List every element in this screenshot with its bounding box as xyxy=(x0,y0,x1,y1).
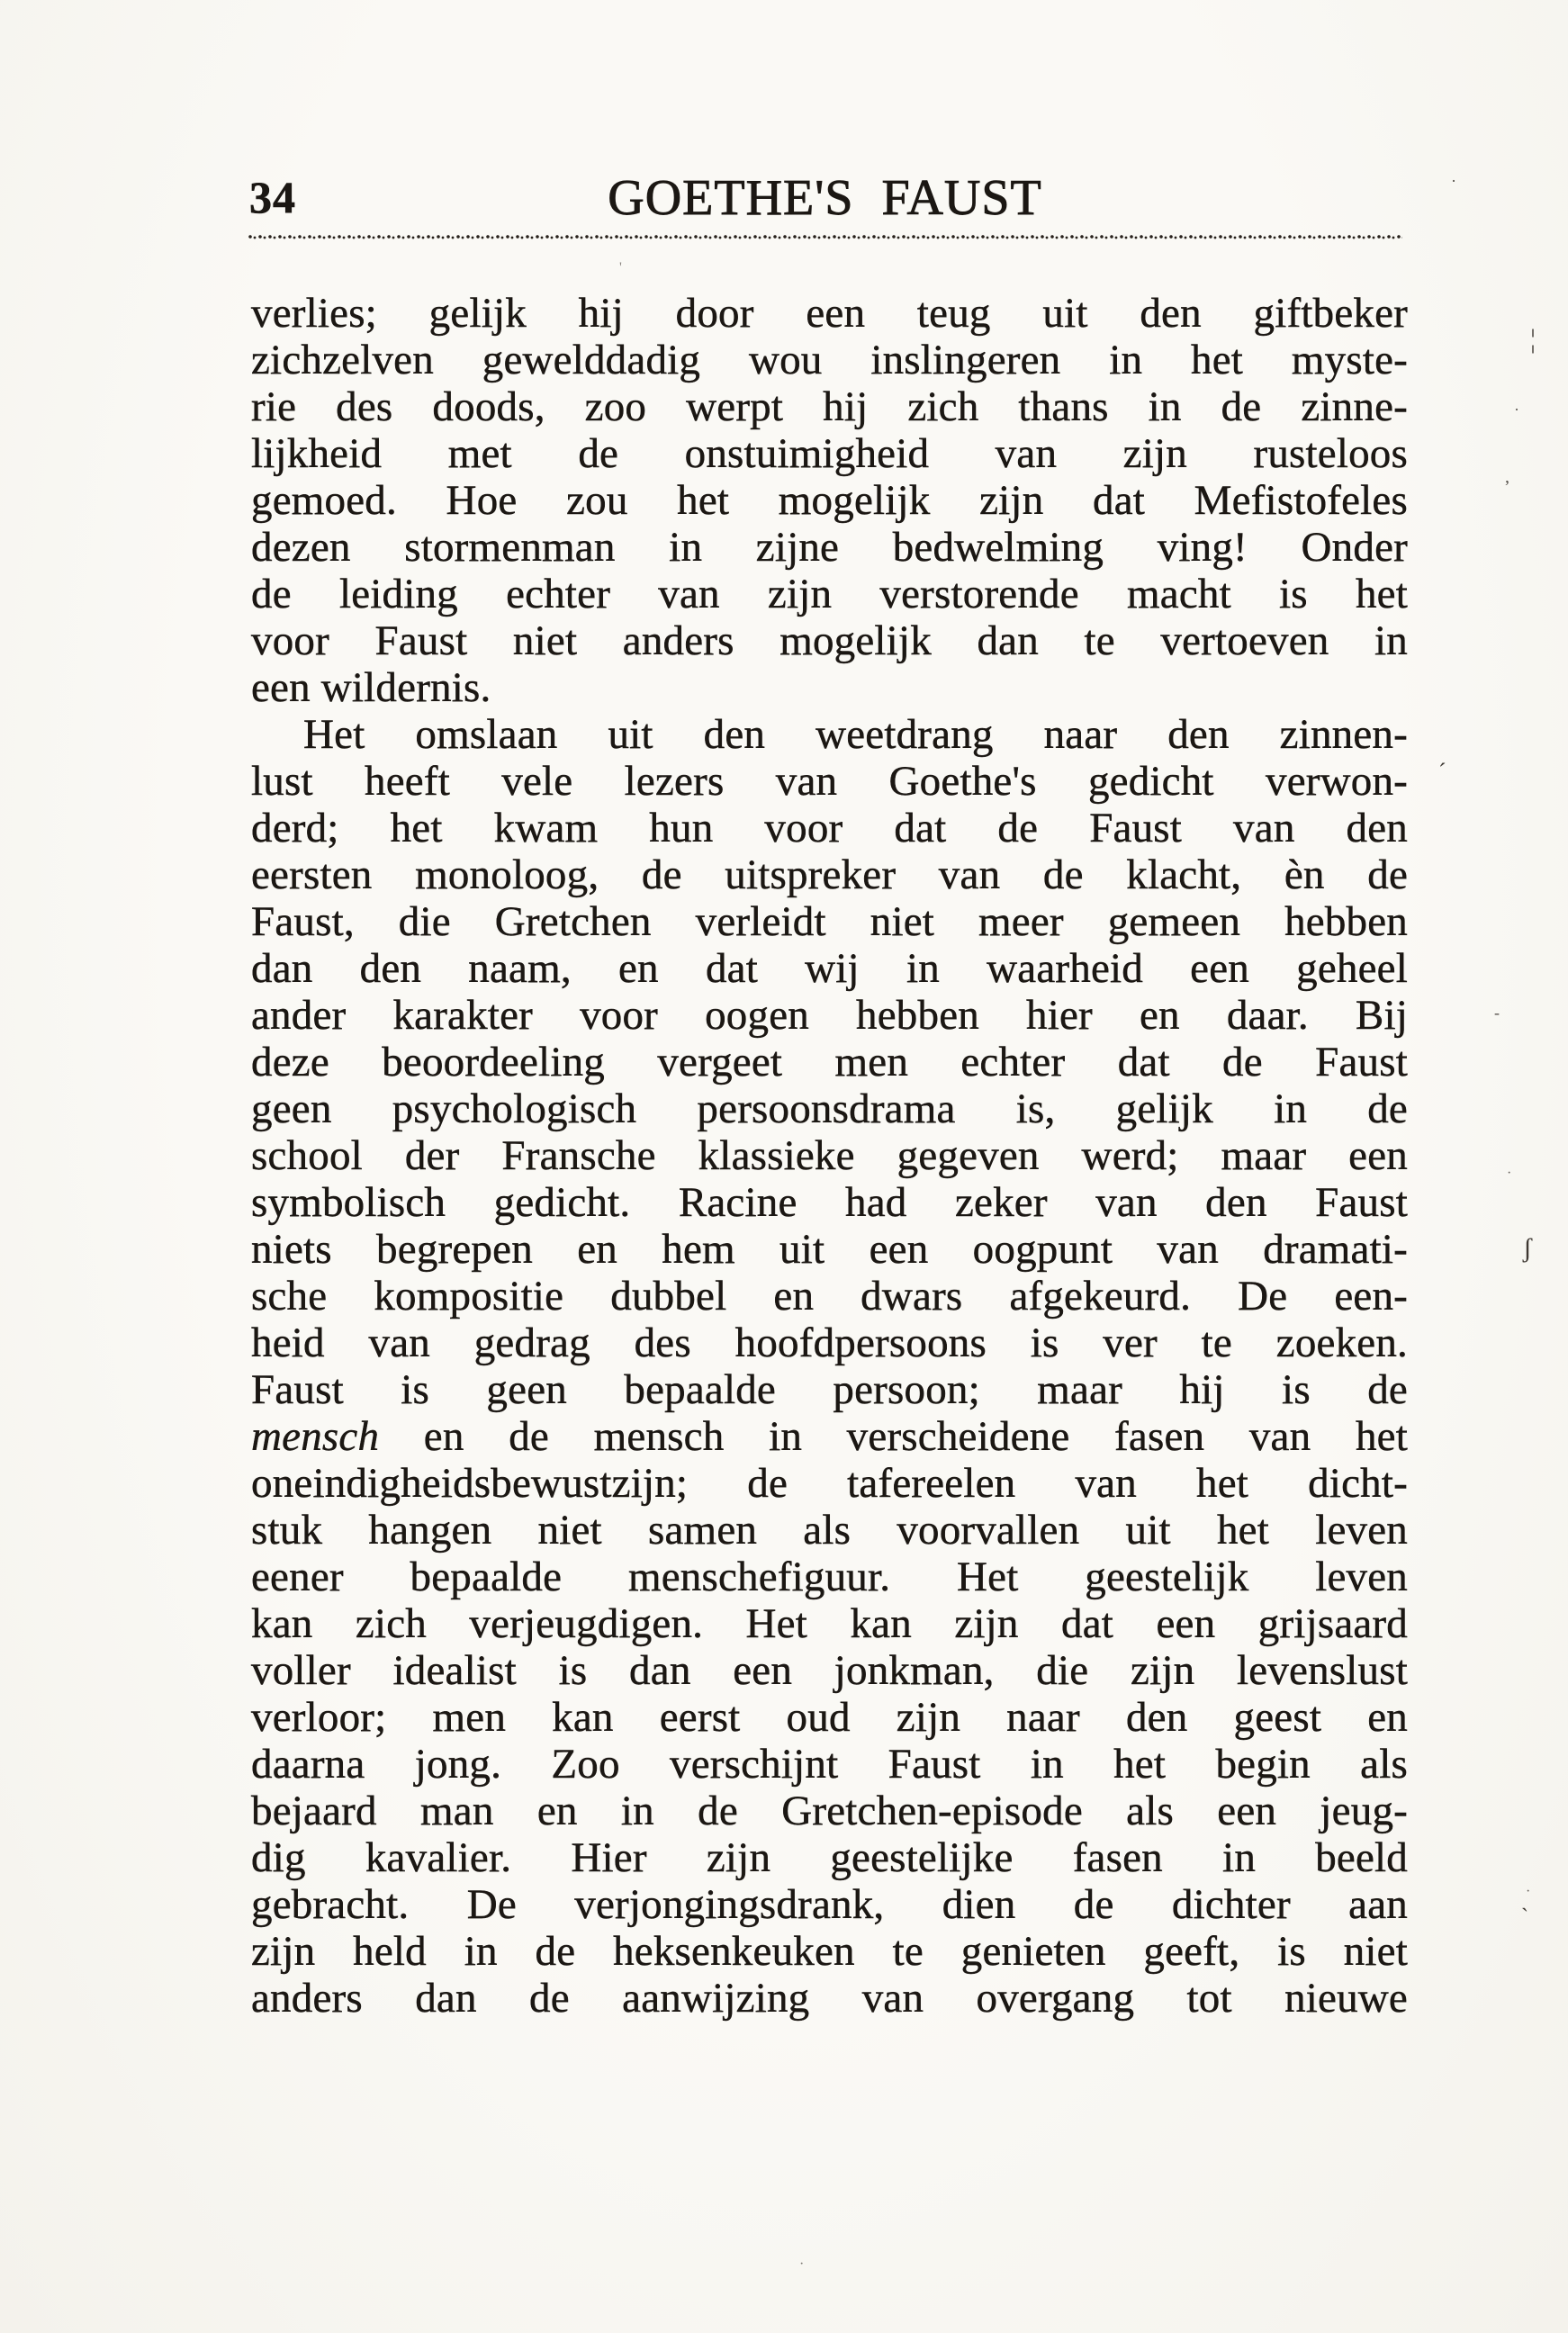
text-segment: deze beoordeeling vergeet men echter dat de Faust xyxy=(251,1039,1408,1085)
text-line xyxy=(251,617,1408,664)
text-line xyxy=(251,1226,1408,1273)
text-segment: voor Faust niet anders mogelijk dan te vertoeven in xyxy=(251,617,1408,664)
text-segment: Faust, die Gretchen verleidt niet meer gemeen hebben xyxy=(251,898,1408,945)
scan-artifact: · xyxy=(1526,1884,1531,1899)
text-segment: gebracht. De verjongingsdrank, dien de dichter aan xyxy=(251,1881,1408,1928)
text-segment: dan den naam, en dat wij in waarheid een geheel xyxy=(251,945,1408,992)
text-line xyxy=(251,664,1408,711)
text-line xyxy=(251,805,1408,851)
text-line xyxy=(251,524,1408,571)
text-line xyxy=(251,383,1408,430)
text-segment: heid van gedrag des hoofdpersoons is ver te zoeken. xyxy=(251,1320,1408,1366)
text-segment: de leiding echter van zijn verstorende macht is het xyxy=(251,571,1408,617)
text-line xyxy=(251,1694,1408,1741)
text-segment: voller idealist is dan een jonkman, die zijn levenslust xyxy=(251,1647,1408,1694)
text-segment: geen psychologisch persoonsdrama is, gelijk in de xyxy=(251,1085,1408,1132)
text-segment: derd; het kwam hun voor dat de Faust van den xyxy=(251,805,1408,851)
text-line xyxy=(251,1647,1408,1694)
text-segment: Faust is geen bepaalde persoon; maar hij is de xyxy=(251,1366,1408,1413)
scan-artifact: - xyxy=(1494,1004,1500,1022)
text-segment: dezen stormenman in zijne bedwelming ving! Onder xyxy=(251,524,1408,571)
scan-artifact: ʃ xyxy=(1523,1233,1532,1263)
text-segment: ander karakter voor oogen hebben hier en daar. Bij xyxy=(251,992,1408,1039)
text-segment: daarna jong. Zoo verschijnt Faust in het begin als xyxy=(251,1741,1408,1788)
text-segment: kan zich verjeugdigen. Het kan zijn dat een grijsaard xyxy=(251,1600,1408,1647)
text-line xyxy=(251,290,1408,337)
text-line xyxy=(251,1460,1408,1507)
text-line xyxy=(251,477,1408,524)
dotted-rule xyxy=(248,234,1402,240)
text-segment: oneindigheidsbewustzijn; de tafereelen van het dicht- xyxy=(251,1460,1408,1507)
emphasized-word: mensch xyxy=(251,1413,380,1460)
text-line xyxy=(251,1366,1408,1413)
text-segment: verloor; men kan eerst oud zijn naar den geest en xyxy=(251,1694,1408,1741)
text-segment: zichzelven gewelddadig wou inslingeren in het myste- xyxy=(251,337,1408,383)
text-line xyxy=(251,1273,1408,1320)
text-line xyxy=(251,1413,1408,1460)
text-line xyxy=(251,898,1408,945)
scan-artifact: ` xyxy=(1521,1905,1528,1929)
scan-artifact: , xyxy=(1505,467,1509,487)
text-line xyxy=(251,1741,1408,1788)
scan-artifact: · xyxy=(1451,172,1456,190)
text-line xyxy=(251,1600,1408,1647)
text-segment: stuk hangen niet samen als voorvallen uit het leven xyxy=(251,1507,1408,1554)
text-segment: zijn held in de heksenkeuken te genieten geeft, is niet xyxy=(251,1928,1408,1975)
text-segment: een wildernis. xyxy=(251,664,491,711)
text-segment: verlies; gelijk hij door een teug uit den giftbeker xyxy=(251,290,1408,337)
scan-artifact: ¦ xyxy=(1530,324,1536,354)
text-segment: Het omslaan uit den weetdrang naar den zinnen- xyxy=(303,711,1408,758)
scan-artifact: · xyxy=(799,2256,805,2272)
text-line xyxy=(251,1179,1408,1226)
text-segment: sche kompositie dubbel en dwars afgekeurd. De een- xyxy=(251,1273,1408,1320)
text-segment: anders dan de aanwijzing van overgang tot nieuwe xyxy=(251,1975,1408,2022)
text-segment: niets begrepen en hem uit een oogpunt van dramati- xyxy=(251,1226,1408,1273)
text-segment: dig kavalier. Hier zijn geestelijke fasen in beeld xyxy=(251,1834,1408,1881)
text-line xyxy=(251,945,1408,992)
body-text xyxy=(251,290,1408,2022)
scan-artifact: · xyxy=(1514,401,1519,419)
text-line xyxy=(251,1085,1408,1132)
text-line xyxy=(251,851,1408,898)
text-segment: gemoed. Hoe zou het mogelijk zijn dat Mefistofeles xyxy=(251,477,1408,524)
text-line xyxy=(251,1320,1408,1366)
text-line xyxy=(251,1834,1408,1881)
text-line xyxy=(251,430,1408,477)
text-segment: lijkheid met de onstuimigheid van zijn rusteloos xyxy=(251,430,1408,477)
text-segment: eersten monoloog, de uitspreker van de klacht, èn de xyxy=(251,851,1408,898)
scan-artifact: · xyxy=(1507,1166,1512,1181)
text-segment: bejaard man en in de Gretchen-episode als een jeug- xyxy=(251,1788,1408,1834)
text-segment: rie des doods, zoo werpt hij zich thans in de zinne- xyxy=(251,383,1408,430)
text-line xyxy=(251,1039,1408,1085)
text-line xyxy=(251,337,1408,383)
scan-artifact: ' xyxy=(619,260,622,275)
text-line xyxy=(251,1507,1408,1554)
text-line xyxy=(251,992,1408,1039)
text-line xyxy=(251,571,1408,617)
text-segment: eener bepaalde menschefiguur. Het geestelijk leven xyxy=(251,1554,1408,1600)
text-line xyxy=(251,1881,1408,1928)
scan-artifact: ´ xyxy=(1438,759,1446,785)
text-line xyxy=(251,1554,1408,1600)
page-title: GOETHE'S FAUST xyxy=(608,170,1042,226)
text-segment: lust heeft vele lezers van Goethe's gedicht verwon- xyxy=(251,758,1408,805)
text-segment: school der Fransche klassieke gegeven werd; maar een xyxy=(251,1132,1408,1179)
text-line xyxy=(251,1132,1408,1179)
text-line xyxy=(251,1928,1408,1975)
text-line xyxy=(251,711,1408,758)
text-line xyxy=(251,1975,1408,2022)
text-line xyxy=(251,1788,1408,1834)
text-segment: symbolisch gedicht. Racine had zeker van den Faust xyxy=(251,1179,1408,1226)
page-number: 34 xyxy=(249,172,296,222)
text-segment: en de mensch in verscheidene fasen van het xyxy=(379,1413,1408,1460)
text-line xyxy=(251,758,1408,805)
